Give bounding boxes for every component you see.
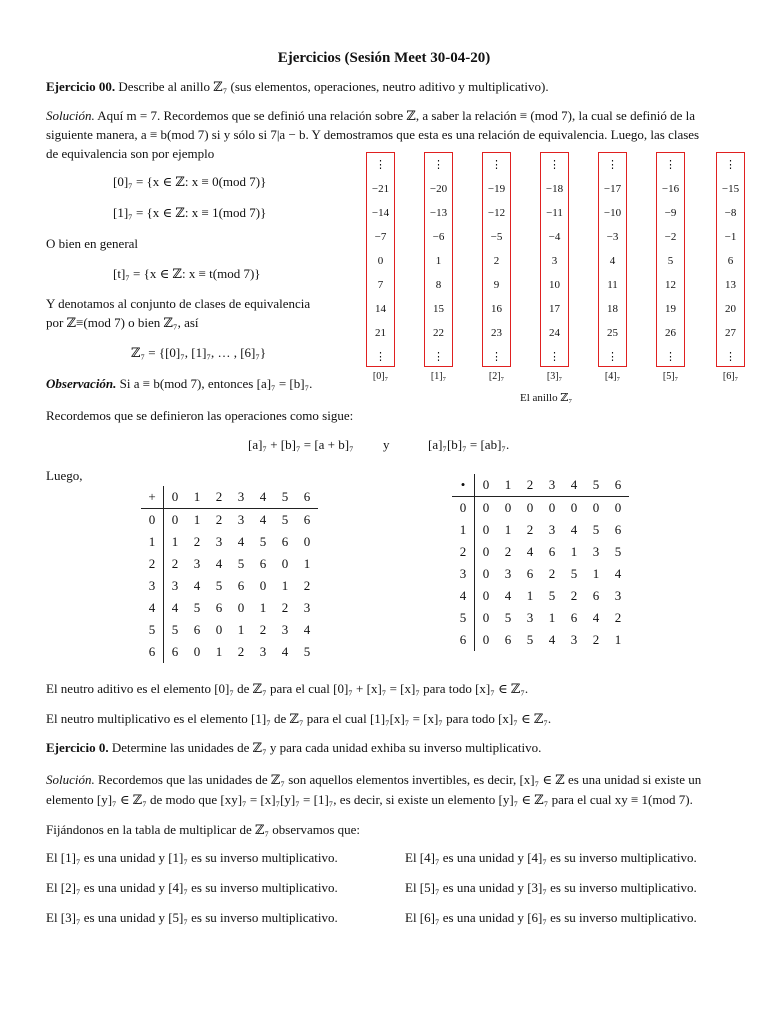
table-cell: 1 [215, 644, 223, 659]
table-cell: 3 [504, 566, 512, 581]
table-cell: 0 [482, 544, 490, 559]
equation-class-t: [t]₇ = {x ∈ ℤ: x ≡ t(mod 7)} [113, 266, 261, 281]
table-cell: 1 [171, 534, 179, 549]
table-cell: 4 [570, 522, 578, 537]
table-cell: 3 [193, 556, 201, 571]
operation-and: y [383, 437, 390, 452]
table-cell: 6 [215, 600, 223, 615]
residue-value: −20 [429, 183, 448, 195]
residue-value: 13 [725, 279, 736, 291]
residue-value: −5 [490, 231, 503, 243]
table-header-cell: 5 [585, 474, 607, 497]
table-row-header: 0 [141, 509, 164, 532]
table-row-header: 4 [452, 585, 475, 607]
solution-2-line-2: elemento [y]₇ ∈ ℤ₇ de modo que [xy]₇ = [x]₇[y]₇ = [1]₇, es decir, si existe un elemento [y]₇ ∈ ℤ₇ para el cual xy ≡ 1(mod 7). [46, 792, 693, 807]
solution-1-line-1 [46, 106, 695, 126]
residue-value: 26 [665, 327, 676, 339]
solution-2-line-3: Fijándonos en la tabla de multiplicar de ℤ₇ observamos que: [46, 822, 361, 837]
table-row [452, 541, 629, 563]
table-header-cell: 3 [230, 486, 252, 509]
residue-value: 25 [607, 327, 618, 339]
table-cell: 5 [281, 512, 289, 527]
table-header-cell: 3 [541, 474, 563, 497]
solution-2-text-1: Recordemos que las unidades de ℤ₇ son aquellos elementos invertibles, es decir, [x]₇ ∈ ℤ es una unidad si existe un [94, 772, 702, 787]
table-cell: 0 [482, 632, 490, 647]
table-cell: 6 [171, 644, 179, 659]
table-cell: 2 [548, 566, 556, 581]
table-cell: 6 [504, 632, 512, 647]
exercise-0 [46, 740, 541, 756]
equation-class-0: [0]₇ = {x ∈ ℤ: x ≡ 0(mod 7)} [113, 174, 267, 189]
table-row-header: 3 [452, 563, 475, 585]
table-cell: 0 [215, 622, 223, 637]
table-cell: 5 [237, 556, 245, 571]
table-cell: 2 [259, 622, 267, 637]
residue-column [540, 152, 569, 367]
residue-value: 18 [607, 303, 618, 315]
table-cell: 3 [570, 632, 578, 647]
table-row [452, 519, 629, 541]
solution-1-line-2: siguiente manera, a ≡ b(mod 7) si y sólo si 7|a − b. Y demostramos que esta es una relación de equivalencia. Luego, las clases [46, 127, 700, 142]
table-cell: 0 [526, 500, 534, 515]
table-cell: 0 [592, 500, 600, 515]
table-cell: 1 [281, 578, 289, 593]
residue-value: ⋮ [725, 351, 736, 363]
residue-value: −21 [371, 183, 390, 195]
table-cell: 1 [193, 512, 201, 527]
residue-column [598, 152, 627, 367]
table-cell: 4 [504, 588, 512, 603]
residue-value: 19 [665, 303, 676, 315]
page-title: Ejercicios (Sesión Meet 30-04-20) [277, 50, 491, 66]
ring-caption: El anillo ℤ₇ [520, 392, 573, 404]
table-row [452, 607, 629, 629]
table-cell: 6 [193, 622, 201, 637]
residue-value: ⋮ [433, 351, 444, 363]
residue-value: −2 [664, 231, 677, 243]
table-cell: 0 [171, 512, 179, 527]
table-cell: 0 [303, 534, 311, 549]
residue-value: −15 [721, 183, 740, 195]
exercise-0-text: Determine las unidades de ℤ₇ y para cada unidad exhiba su inverso multiplicativo. [108, 740, 542, 755]
residue-value: ⋮ [665, 159, 676, 171]
equation-class-1: [1]₇ = {x ∈ ℤ: x ≡ 1(mod 7)} [113, 205, 267, 220]
residue-value: −18 [545, 183, 564, 195]
table-cell: 5 [259, 534, 267, 549]
residue-column [366, 152, 395, 367]
unit-item: El [6]₇ es una unidad y [6]₇ es su inverso multiplicativo. [405, 910, 697, 925]
table-cell: 0 [237, 600, 245, 615]
table-cell: 3 [215, 534, 223, 549]
residue-value: ⋮ [491, 159, 502, 171]
residue-column [424, 152, 453, 367]
table-row-header: 6 [452, 629, 475, 651]
residue-value: 7 [377, 279, 384, 291]
table-row [141, 619, 318, 641]
operations-intro: Recordemos que se definieron las operaciones como sigue: [46, 408, 354, 423]
solution-2-line-1 [46, 770, 701, 790]
table-row-header: 5 [452, 607, 475, 629]
table-row [452, 563, 629, 585]
residue-value: 6 [727, 255, 734, 267]
observation-label: Observación. [46, 376, 117, 391]
residue-value: ⋮ [549, 351, 560, 363]
residue-value: −3 [606, 231, 619, 243]
table-cell: 4 [303, 622, 311, 637]
table-cell: 3 [526, 610, 534, 625]
table-cell: 3 [259, 644, 267, 659]
table-row [141, 531, 318, 553]
table-cell: 6 [614, 522, 622, 537]
z7-set: ℤ₇ = {[0]₇, [1]₇, … , [6]₇} [131, 345, 267, 360]
table-cell: 6 [303, 512, 311, 527]
table-cell: 0 [482, 500, 490, 515]
residue-value: −7 [374, 231, 387, 243]
exercise-0-label: Ejercicio 0. [46, 740, 109, 755]
residue-value: 27 [725, 327, 736, 339]
residue-value: 24 [549, 327, 560, 339]
table-cell: 4 [237, 534, 245, 549]
table-cell: 0 [482, 588, 490, 603]
residue-value: ⋮ [549, 159, 560, 171]
table-cell: 3 [237, 512, 245, 527]
residue-value: −14 [371, 207, 390, 219]
solution-1-label: Solución. [46, 108, 95, 123]
table-row-header: 1 [141, 531, 164, 553]
table-row [141, 575, 318, 597]
residue-value: 21 [375, 327, 386, 339]
residue-column-caption: [3]₇ [546, 371, 563, 382]
table-cell: 6 [281, 534, 289, 549]
table-row-header: 3 [141, 575, 164, 597]
table-cell: 5 [614, 544, 622, 559]
residue-column [656, 152, 685, 367]
table-cell: 2 [215, 512, 223, 527]
table-cell: 1 [614, 632, 622, 647]
operation-sum: [a]₇ + [b]₇ = [a + b]₇ [248, 437, 354, 452]
exercise-00 [46, 77, 549, 97]
residue-column-caption: [2]₇ [488, 371, 505, 382]
unit-item: El [2]₇ es una unidad y [4]₇ es su inverso multiplicativo. [46, 880, 338, 895]
table-cell: 4 [592, 610, 600, 625]
table-cell: 4 [548, 632, 556, 647]
residue-value: 5 [667, 255, 674, 267]
table-cell: 3 [614, 588, 622, 603]
residue-value: 4 [609, 255, 616, 267]
denote-line-2: por ℤ≡(mod 7) o bien ℤ₇, así [46, 315, 199, 330]
residue-value: 17 [549, 303, 560, 315]
table-header-cell: 4 [563, 474, 585, 497]
table-row-header: 2 [452, 541, 475, 563]
table-row [452, 585, 629, 607]
table-cell: 4 [281, 644, 289, 659]
table-row-header: 4 [141, 597, 164, 619]
table-cell: 1 [592, 566, 600, 581]
residue-value: 2 [493, 255, 500, 267]
table-cell: 6 [592, 588, 600, 603]
residue-column-caption: [5]₇ [662, 371, 679, 382]
table-cell: 5 [592, 522, 600, 537]
table-cell: 1 [303, 556, 311, 571]
table-cell: 3 [548, 522, 556, 537]
table-cell: 3 [171, 578, 179, 593]
table-header-cell: 5 [274, 486, 296, 509]
unit-item: El [3]₇ es una unidad y [5]₇ es su inverso multiplicativo. [46, 910, 338, 925]
denote-line-1: Y denotamos al conjunto de clases de equivalencia [46, 296, 311, 311]
residue-value: 1 [435, 255, 442, 267]
table-row-header: 6 [141, 641, 164, 663]
table-cell: 6 [548, 544, 556, 559]
residue-value: ⋮ [491, 351, 502, 363]
table-cell: 0 [614, 500, 622, 515]
table-row [141, 553, 318, 575]
observation-text: Si a ≡ b(mod 7), entonces [a]₇ = [b]₇. [116, 376, 313, 391]
table-cell: 2 [592, 632, 600, 647]
solution-2-label: Solución. [46, 772, 95, 787]
table-header-cell: 4 [252, 486, 274, 509]
residue-value: 3 [551, 255, 558, 267]
table-cell: 2 [193, 534, 201, 549]
residue-value: −19 [487, 183, 506, 195]
residue-value: 12 [665, 279, 676, 291]
table-cell: 4 [614, 566, 622, 581]
table-cell: 4 [259, 512, 267, 527]
table-cell: 1 [526, 588, 534, 603]
residue-value: ⋮ [375, 351, 386, 363]
table-cell: 1 [504, 522, 512, 537]
residue-value: ⋮ [725, 159, 736, 171]
residue-value: −4 [548, 231, 561, 243]
table-cell: 2 [303, 578, 311, 593]
table-cell: 5 [504, 610, 512, 625]
solution-1-text-1: Aquí m = 7. Recordemos que se definió una relación sobre ℤ, a saber la relación ≡ (mod 7), la cual se definió de la [94, 108, 696, 123]
table-row [452, 629, 629, 651]
table-cell: 3 [281, 622, 289, 637]
table-row-header: 2 [141, 553, 164, 575]
table-cell: 1 [570, 544, 578, 559]
table-row [141, 641, 318, 663]
observation [46, 376, 312, 392]
table-cell: 5 [548, 588, 556, 603]
neutral-additive: El neutro aditivo es el elemento [0]₇ de ℤ₇ para el cual [0]₇ + [x]₇ = [x]₇ para todo [x]₇ ∈ ℤ₇. [46, 681, 529, 696]
residue-column-caption: [0]₇ [372, 371, 389, 382]
residue-column-caption: [1]₇ [430, 371, 447, 382]
residue-value: 20 [725, 303, 736, 315]
table-cell: 4 [215, 556, 223, 571]
table-cell: 5 [570, 566, 578, 581]
table-header-cell: 2 [519, 474, 541, 497]
residue-value: −9 [664, 207, 677, 219]
table-cell: 2 [237, 644, 245, 659]
table-header-cell: 0 [475, 474, 498, 497]
table-cell: 4 [193, 578, 201, 593]
table-cell: 0 [193, 644, 201, 659]
table-cell: 2 [526, 522, 534, 537]
table-row-header: 5 [141, 619, 164, 641]
table-cell: 5 [303, 644, 311, 659]
table-cell: 2 [281, 600, 289, 615]
table-header-cell: 6 [607, 474, 629, 497]
table-row-header: 0 [452, 497, 475, 520]
table-cell: 2 [171, 556, 179, 571]
table-cell: 3 [592, 544, 600, 559]
operation-product: [a]₇[b]₇ = [ab]₇. [428, 437, 510, 452]
residue-column-caption: [6]₇ [722, 371, 739, 382]
table-cell: 0 [504, 500, 512, 515]
neutral-multiplicative: El neutro multiplicativo es el elemento [1]₇ de ℤ₇ para el cual [1]₇[x]₇ = [x]₇ para todo [x]₇ ∈ ℤ₇. [46, 711, 552, 726]
table-cell: 5 [193, 600, 201, 615]
residue-value: 11 [607, 279, 618, 291]
table-row [452, 497, 629, 520]
table-cell: 0 [482, 522, 490, 537]
table-cell: 6 [570, 610, 578, 625]
table-cell: 0 [482, 610, 490, 625]
table-cell: 2 [614, 610, 622, 625]
table-header-cell: 6 [296, 486, 318, 509]
table-header-cell: 1 [186, 486, 208, 509]
table-operator: • [452, 474, 475, 497]
residue-value: 15 [433, 303, 444, 315]
unit-item: El [1]₇ es una unidad y [1]₇ es su inverso multiplicativo. [46, 850, 338, 865]
table-cell: 1 [259, 600, 267, 615]
table-cell: 3 [303, 600, 311, 615]
table-cell: 0 [548, 500, 556, 515]
residue-value: 16 [491, 303, 502, 315]
table-cell: 4 [171, 600, 179, 615]
residue-value: −1 [724, 231, 737, 243]
residue-column [482, 152, 511, 367]
residue-value: ⋮ [375, 159, 386, 171]
unit-item: El [5]₇ es una unidad y [3]₇ es su inverso multiplicativo. [405, 880, 697, 895]
residue-value: −16 [661, 183, 680, 195]
luego-text: Luego, [46, 468, 83, 483]
addition-table [141, 486, 318, 663]
residue-value: −17 [603, 183, 622, 195]
residue-value: 9 [493, 279, 500, 291]
table-operator: + [141, 486, 164, 509]
table-row [141, 509, 318, 532]
table-cell: 4 [526, 544, 534, 559]
table-cell: 1 [237, 622, 245, 637]
residue-value: −11 [546, 207, 563, 219]
table-cell: 5 [215, 578, 223, 593]
multiplication-table [452, 474, 629, 651]
residue-column [716, 152, 745, 367]
table-cell: 2 [570, 588, 578, 603]
table-row-header: 1 [452, 519, 475, 541]
table-cell: 0 [570, 500, 578, 515]
residue-value: −6 [432, 231, 445, 243]
table-header-cell: 0 [164, 486, 187, 509]
residue-value: 23 [491, 327, 502, 339]
unit-item: El [4]₇ es una unidad y [4]₇ es su inverso multiplicativo. [405, 850, 697, 865]
table-cell: 5 [171, 622, 179, 637]
residue-column-caption: [4]₇ [604, 371, 621, 382]
table-cell: 5 [526, 632, 534, 647]
residue-value: ⋮ [607, 159, 618, 171]
table-cell: 6 [237, 578, 245, 593]
table-header-cell: 2 [208, 486, 230, 509]
general-text: O bien en general [46, 236, 139, 251]
table-header-cell: 1 [497, 474, 519, 497]
residue-value: −12 [487, 207, 506, 219]
table-cell: 0 [482, 566, 490, 581]
residue-value: −8 [724, 207, 737, 219]
residue-value: ⋮ [433, 159, 444, 171]
residue-value: 0 [377, 255, 384, 267]
table-cell: 0 [259, 578, 267, 593]
table-cell: 2 [504, 544, 512, 559]
residue-value: ⋮ [607, 351, 618, 363]
table-cell: 6 [526, 566, 534, 581]
residue-value: 22 [433, 327, 444, 339]
exercise-00-text: Describe al anillo ℤ₇ (sus elementos, operaciones, neutro aditivo y multiplicativo). [115, 79, 549, 94]
table-cell: 0 [281, 556, 289, 571]
residue-value: 8 [435, 279, 442, 291]
residue-value: −10 [603, 207, 622, 219]
exercise-00-label: Ejercicio 00. [46, 79, 116, 94]
table-cell: 1 [548, 610, 556, 625]
table-row [141, 597, 318, 619]
residue-value: 14 [375, 303, 386, 315]
table-cell: 6 [259, 556, 267, 571]
solution-1-line-3: de equivalencia son por ejemplo [46, 146, 215, 161]
residue-value: −13 [429, 207, 448, 219]
residue-value: ⋮ [665, 351, 676, 363]
residue-value: 10 [549, 279, 560, 291]
